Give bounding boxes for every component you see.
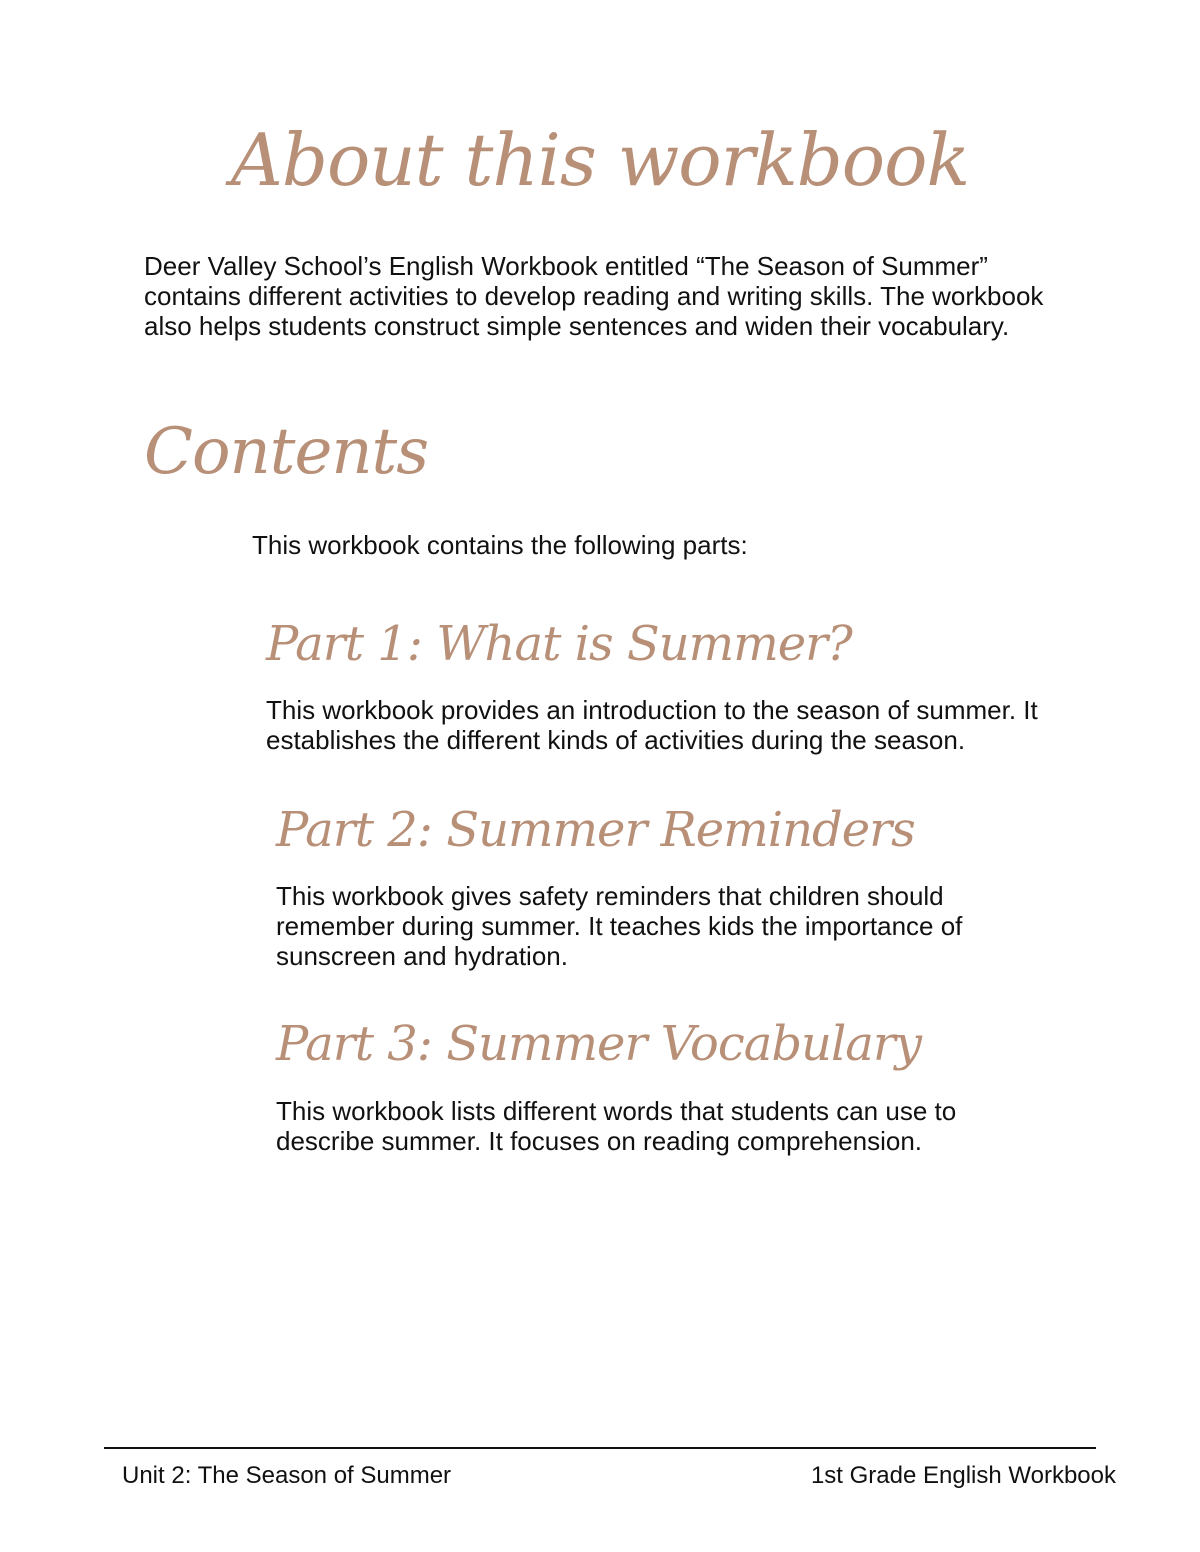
part-3-heading: Part 3: Summer Vocabulary	[276, 1016, 921, 1072]
footer-unit-label: Unit 2: The Season of Summer	[122, 1462, 452, 1489]
part-3-description: This workbook lists different words that students can use to describe summer. It focuses on reading comprehension.	[276, 1096, 957, 1156]
contents-lead: This workbook contains the following parts:	[252, 530, 748, 560]
part-1-description: This workbook provides an introduction to the season of summer. It establishes the different kinds of activities during the season.	[266, 695, 1038, 755]
part-2-heading: Part 2: Summer Reminders	[276, 802, 915, 858]
part-2-description: This workbook gives safety reminders that children should remember during summer. It teaches kids the importance of sunscreen and hydration.	[276, 881, 963, 971]
footer-workbook-label: 1st Grade English Workbook	[810, 1462, 1116, 1489]
part-1-heading: Part 1: What is Summer?	[266, 616, 852, 672]
page-title: About this workbook	[230, 118, 970, 202]
intro-paragraph: Deer Valley School’s English Workbook entitled “The Season of Summer” contains different activities to develop reading and writing skills. The workbook also helps students construct simple sentences and widen their vocabulary.	[144, 251, 1044, 341]
footer-divider	[104, 1447, 1096, 1449]
contents-heading: Contents	[144, 415, 429, 489]
